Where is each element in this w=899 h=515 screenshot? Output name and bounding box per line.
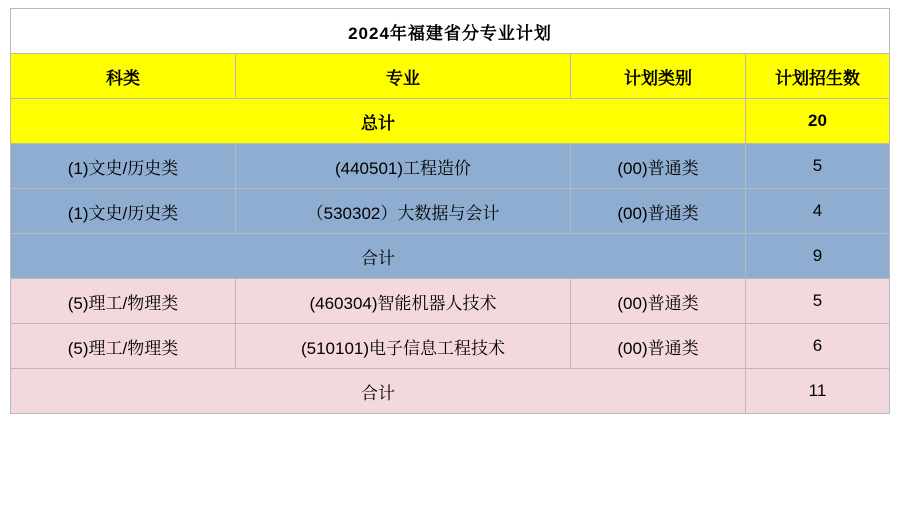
subtotal-value: 9 bbox=[746, 234, 890, 279]
subtotal-label: 合计 bbox=[11, 369, 746, 414]
table-row bbox=[11, 144, 890, 189]
row-category: (1)文史/历史类 bbox=[11, 144, 236, 189]
subtotal-label: 合计 bbox=[11, 234, 746, 279]
plan-table bbox=[10, 8, 890, 414]
row-count: 5 bbox=[746, 144, 890, 189]
grand-total-value: 20 bbox=[746, 99, 890, 144]
page-title: 2024年福建省分专业计划 bbox=[11, 9, 890, 54]
column-header-category: 科类 bbox=[11, 54, 236, 99]
column-header-plan-type: 计划类别 bbox=[571, 54, 746, 99]
row-count: 4 bbox=[746, 189, 890, 234]
row-category: (1)文史/历史类 bbox=[11, 189, 236, 234]
row-plan-type: (00)普通类 bbox=[571, 279, 746, 324]
table-title-row bbox=[11, 9, 890, 54]
grand-total-row bbox=[11, 99, 890, 144]
subtotal-row bbox=[11, 369, 890, 414]
row-major: (460304)智能机器人技术 bbox=[236, 279, 571, 324]
subtotal-value: 11 bbox=[746, 369, 890, 414]
row-plan-type: (00)普通类 bbox=[571, 189, 746, 234]
table-row bbox=[11, 279, 890, 324]
row-count: 5 bbox=[746, 279, 890, 324]
column-header-count: 计划招生数 bbox=[746, 54, 890, 99]
subtotal-row bbox=[11, 234, 890, 279]
row-major: (440501)工程造价 bbox=[236, 144, 571, 189]
column-header-major: 专业 bbox=[236, 54, 571, 99]
row-major: (510101)电子信息工程技术 bbox=[236, 324, 571, 369]
row-major: （530302）大数据与会计 bbox=[236, 189, 571, 234]
row-plan-type: (00)普通类 bbox=[571, 144, 746, 189]
table-header-row bbox=[11, 54, 890, 99]
row-count: 6 bbox=[746, 324, 890, 369]
row-category: (5)理工/物理类 bbox=[11, 324, 236, 369]
table-row bbox=[11, 189, 890, 234]
table-row bbox=[11, 324, 890, 369]
row-category: (5)理工/物理类 bbox=[11, 279, 236, 324]
grand-total-label: 总计 bbox=[11, 99, 746, 144]
row-plan-type: (00)普通类 bbox=[571, 324, 746, 369]
